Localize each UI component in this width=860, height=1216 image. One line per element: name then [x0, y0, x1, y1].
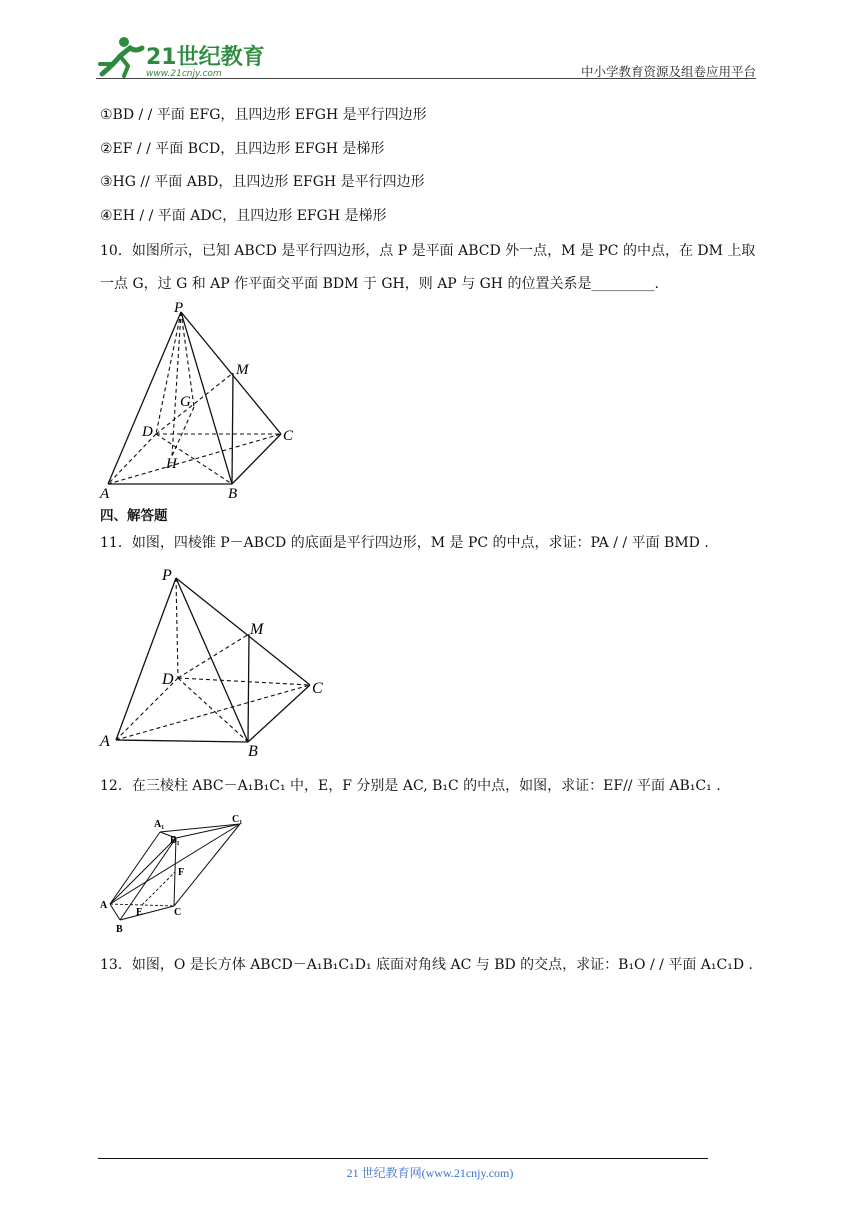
label-G: G — [180, 394, 191, 410]
question-10-line2: 一点 G，过 G 和 AP 作平面交平面 BDM 于 GH，则 AP 与 GH 的位置关系是_________. — [100, 276, 659, 292]
figure-q10 — [96, 300, 306, 500]
logo-url: www.21cnjy.com — [146, 69, 222, 79]
option-1: ①BD / / 平面 EFG，且四边形 EFGH 是平行四边形 — [100, 107, 427, 123]
label-A: A — [100, 900, 108, 911]
option-2: ②EF / / 平面 BCD，且四边形 EFGH 是梯形 — [100, 141, 385, 157]
runner-logo-icon — [100, 37, 142, 76]
label-A: A — [100, 733, 110, 750]
label-D: D — [142, 424, 153, 440]
label-P: P — [162, 567, 172, 584]
label-E: E — [136, 907, 143, 918]
footer-text[interactable]: 21 世纪教育网(www.21cnjy.com) — [346, 1166, 514, 1180]
footer-divider — [98, 1158, 708, 1159]
option-3: ③HG // 平面 ABD，且四边形 EFGH 是平行四边形 — [100, 174, 425, 190]
label-A1: A₁ — [154, 819, 165, 830]
label-B1: B₁ — [170, 835, 180, 846]
label-P: P — [174, 300, 184, 316]
site-logo — [94, 34, 264, 82]
label-M: M — [236, 362, 249, 378]
label-B: B — [228, 486, 238, 500]
label-D: D — [162, 671, 174, 688]
label-M: M — [250, 621, 264, 638]
header-divider — [96, 78, 756, 79]
label-B: B — [248, 743, 258, 760]
label-C: C — [312, 680, 323, 697]
figure-q12 — [96, 812, 256, 937]
question-12: 12．在三棱柱 ABC－A₁B₁C₁ 中，E，F 分别是 AC, B₁C 的中点，如图，求证：EF// 平面 AB₁C₁ . — [100, 778, 721, 794]
option-4: ④EH / / 平面 ADC，且四边形 EFGH 是梯形 — [100, 208, 387, 224]
question-13: 13．如图，O 是长方体 ABCD－A₁B₁C₁D₁ 底面对角线 AC 与 BD 的交点，求证：B₁O / / 平面 A₁C₁D . — [100, 957, 753, 973]
label-F: F — [178, 867, 185, 878]
label-A: A — [100, 486, 110, 500]
label-C: C — [174, 907, 182, 918]
label-C1: C₁ — [232, 814, 243, 825]
label-B: B — [116, 924, 123, 935]
section-heading: 四、解答题 — [100, 508, 168, 524]
figure-q11 — [96, 560, 336, 760]
label-H: H — [166, 456, 177, 472]
logo-text: 21世纪教育 — [146, 45, 264, 70]
question-10-line1: 10．如图所示，已知 ABCD 是平行四边形，点 P 是平面 ABCD 外一点，M 是 PC 的中点，在 DM 上取 — [100, 243, 756, 259]
question-11: 11．如图，四棱锥 P－ABCD 的底面是平行四边形，M 是 PC 的中点，求证：PA / / 平面 BMD . — [100, 535, 709, 551]
platform-name: 中小学教育资源及组卷应用平台 — [580, 64, 756, 79]
label-C: C — [283, 428, 294, 444]
